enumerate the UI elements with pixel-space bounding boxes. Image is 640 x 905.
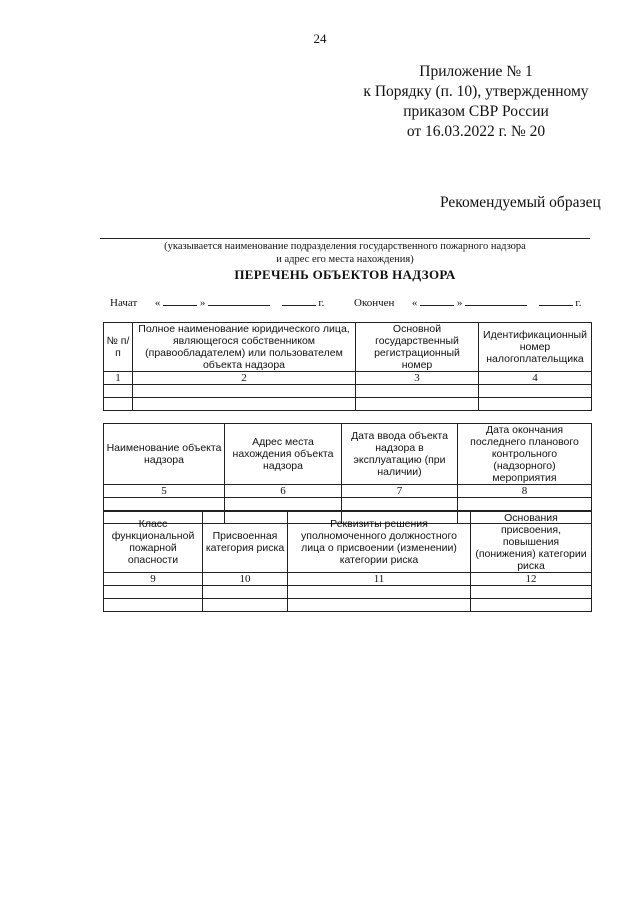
start-day-line	[163, 295, 197, 306]
table-cell	[479, 385, 592, 398]
header-object-name: Наименование объекта надзора	[104, 424, 225, 485]
column-number: 12	[471, 573, 592, 586]
table-header-row	[104, 323, 592, 372]
table-cell	[104, 398, 133, 411]
table-header-row	[104, 424, 592, 485]
end-date-field	[354, 295, 581, 309]
table-cell	[342, 498, 458, 511]
appendix-line-2: к Порядку (п. 10), утвержденному	[363, 83, 589, 100]
column-number: 11	[288, 573, 471, 586]
appendix-line-3: приказом СВР России	[403, 103, 549, 120]
subdivision-note-line-2: и адрес его места нахождения)	[276, 254, 414, 265]
column-number: 2	[133, 372, 356, 385]
subdivision-note-line-1: (указывается наименование подразделения государственного пожарного надзора	[164, 241, 526, 252]
table-cell	[133, 398, 356, 411]
start-month-line	[208, 295, 270, 306]
sample-label: Рекомендуемый образец	[440, 194, 601, 211]
objects-table-3	[103, 511, 592, 612]
start-year-suffix: г.	[318, 297, 325, 309]
header-commissioning-date: Дата ввода объекта надзора в эксплуатацию (при наличии)	[342, 424, 458, 485]
table-cell	[225, 498, 342, 511]
table-cell	[104, 586, 203, 599]
column-number-row	[104, 573, 592, 586]
header-ogrn: Основной государственный регистрационный номер	[356, 323, 479, 372]
table-cell	[356, 398, 479, 411]
start-label: Начат	[110, 297, 138, 309]
table-cell	[104, 599, 203, 612]
appendix-line-4: от 16.03.2022 г. № 20	[406, 123, 546, 140]
table-cell	[471, 586, 592, 599]
objects-table-1	[103, 322, 592, 411]
column-number: 6	[225, 485, 342, 498]
end-label: Окончен	[354, 297, 395, 309]
start-quote-close: »	[199, 297, 206, 309]
header-object-address: Адрес места нахождения объекта надзора	[225, 424, 342, 485]
document-title: ПЕРЕЧЕНЬ ОБЪЕКТОВ НАДЗОРА	[234, 267, 456, 282]
column-number: 7	[342, 485, 458, 498]
table-cell	[288, 586, 471, 599]
table-cell	[471, 599, 592, 612]
end-year-line	[539, 295, 573, 306]
header-last-inspection-date: Дата окончания последнего планового контрольного (надзорного) мероприятия	[458, 424, 592, 485]
subdivision-note	[100, 240, 590, 266]
header-number: № п/п	[104, 323, 133, 372]
header-risk-category: Присвоенная категория риска	[203, 512, 288, 573]
header-legal-entity-name: Полное наименование юридического лица, являющегося собственником (правообладателем) или пользователем объекта надзора	[133, 323, 356, 372]
table-row	[104, 586, 592, 599]
start-year-line	[282, 295, 316, 306]
header-fire-hazard-class: Класс функциональной пожарной опасности	[104, 512, 203, 573]
appendix-line-1: Приложение № 1	[419, 63, 533, 80]
end-month-line	[465, 295, 527, 306]
subdivision-fill-line	[100, 238, 590, 239]
start-quote-open: «	[154, 297, 161, 309]
header-category-grounds: Основания присвоения, повышения (понижения) категории риска	[471, 512, 592, 573]
table-cell	[203, 586, 288, 599]
end-day-line	[420, 295, 454, 306]
table-cell	[104, 498, 225, 511]
table-cell	[288, 599, 471, 612]
table-row	[104, 385, 592, 398]
table-cell	[203, 599, 288, 612]
column-number-row	[104, 372, 592, 385]
table-cell	[133, 385, 356, 398]
column-number: 10	[203, 573, 288, 586]
table-cell	[356, 385, 479, 398]
start-date-field	[110, 295, 324, 309]
end-quote-close: »	[456, 297, 463, 309]
table-row	[104, 398, 592, 411]
table-header-row	[104, 512, 592, 573]
table-row	[104, 498, 592, 511]
table-cell	[458, 498, 592, 511]
objects-table-2	[103, 423, 592, 524]
column-number-row	[104, 485, 592, 498]
table-cell	[479, 398, 592, 411]
header-decision-details: Реквизиты решения уполномоченного должностного лица о присвоении (изменении) категории риска	[288, 512, 471, 573]
end-quote-open: «	[411, 297, 418, 309]
page-number: 24	[313, 31, 327, 46]
end-year-suffix: г.	[575, 297, 582, 309]
column-number: 9	[104, 573, 203, 586]
header-inn: Идентификационный номер налогоплательщика	[479, 323, 592, 372]
appendix-block	[360, 62, 592, 142]
column-number: 3	[356, 372, 479, 385]
column-number: 4	[479, 372, 592, 385]
column-number: 5	[104, 485, 225, 498]
table-cell	[104, 385, 133, 398]
column-number: 8	[458, 485, 592, 498]
table-row	[104, 599, 592, 612]
column-number: 1	[104, 372, 133, 385]
